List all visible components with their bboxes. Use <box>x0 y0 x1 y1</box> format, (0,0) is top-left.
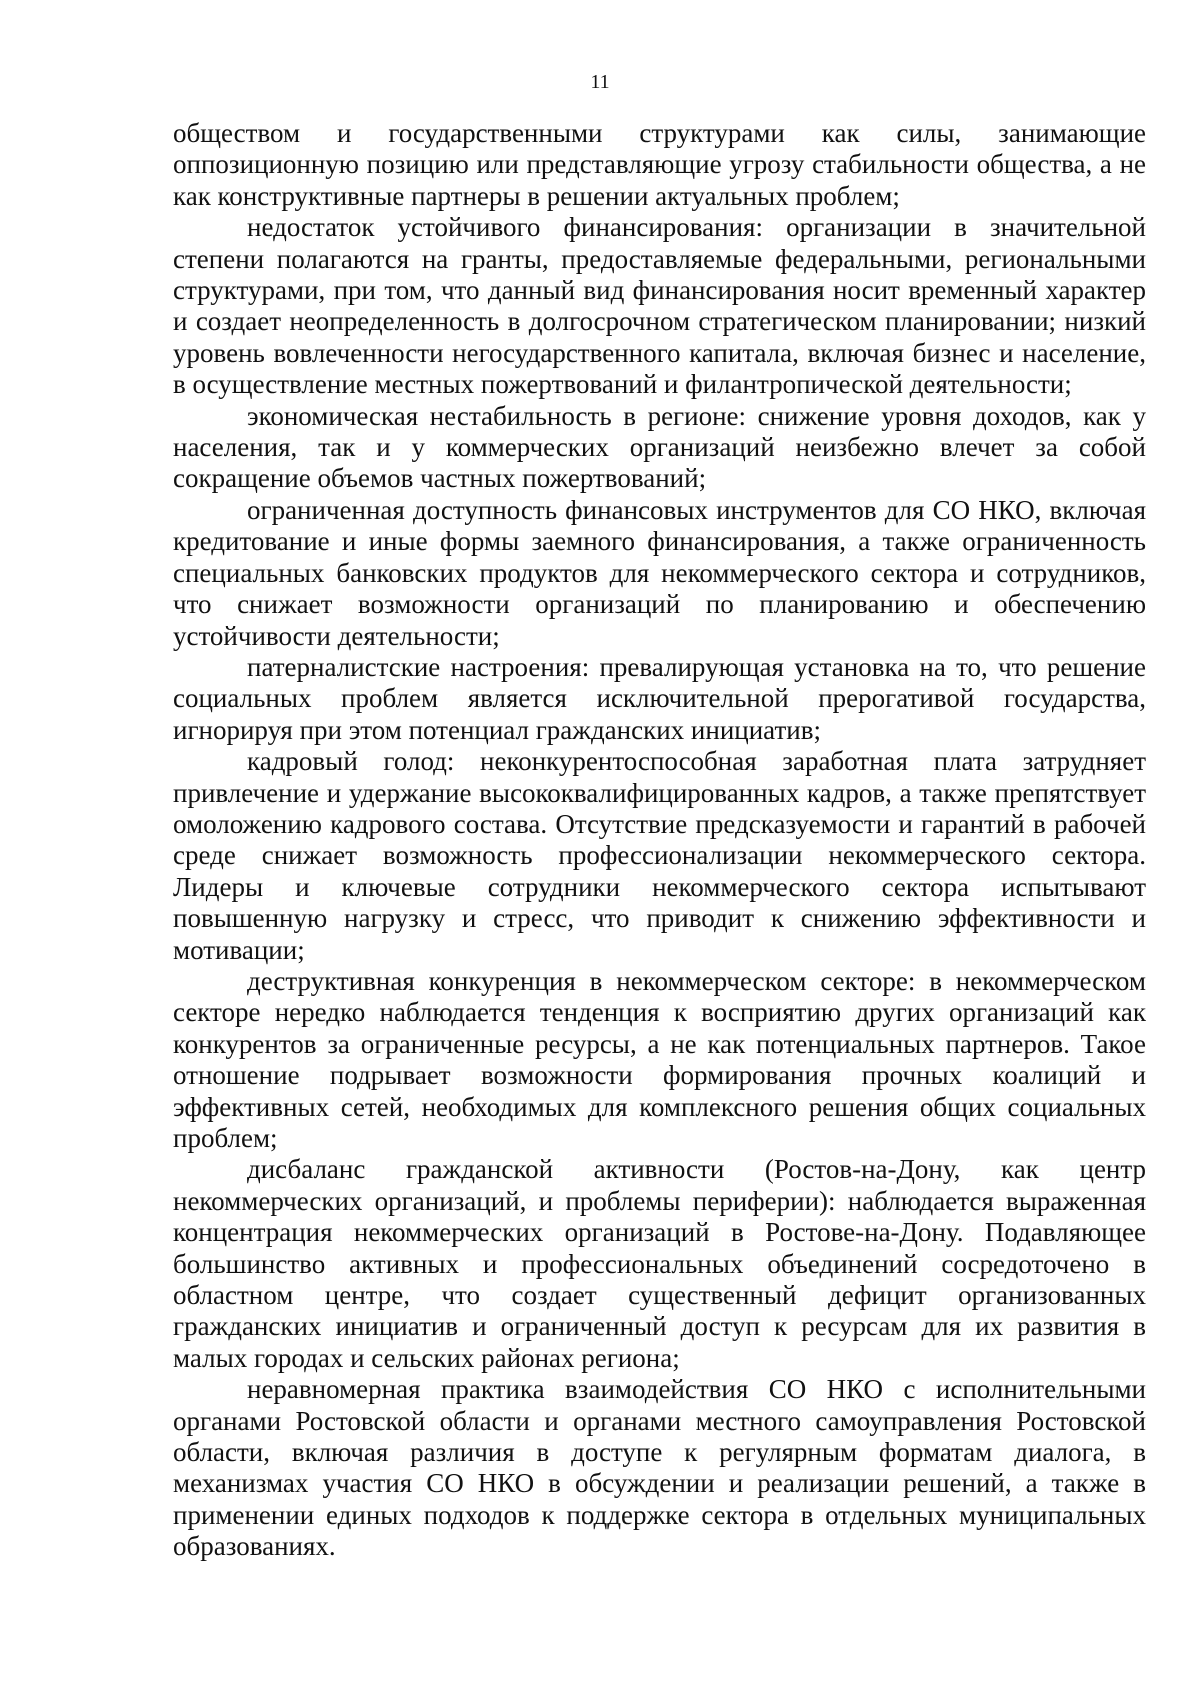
paragraph-staff-shortage: кадровый голод: неконкурентоспособная заработная плата затрудняет привлечение и удержание высококвалифицированных кадров, а также препятствует омоложению кадрового состава. Отсутствие предсказуемости и гарантий в рабочей среде снижает возможность профессионализации некоммерческого сектора. Лидеры и ключевые сотрудники некоммерческого сектора испытывают повышенную нагрузку и стресс, что приводит к снижению эффективности и мотивации; <box>173 746 1146 965</box>
paragraph-civic-imbalance: дисбаланс гражданской активности (Ростов-на-Дону, как центр некоммерческих организаций, и проблемы периферии): наблюдается выраженная концентрация некоммерческих организаций в Ростове-на-Дону. Подавляющее большинство активных и профессиональных объединений сосредоточено в областном центре, что создает существенный дефицит организованных гражданских инициатив и ограниченный доступ к ресурсам для их развития в малых городах и сельских районах региона; <box>173 1154 1146 1373</box>
paragraph-funding: недостаток устойчивого финансирования: организации в значительной степени полагаются на гранты, предоставляемые федеральными, региональными структурами, при том, что данный вид финансирования носит временный характер и создает неопределенность в долгосрочном стратегическом планировании; низкий уровень вовлеченности негосударственного капитала, включая бизнес и население, в осуществление местных пожертвований и филантропической деятельности; <box>173 212 1146 400</box>
paragraph-paternalism: патерналистские настроения: превалирующая установка на то, что решение социальных проблем является исключительной прерогативой государства, игнорируя при этом потенциал гражданских инициатив; <box>173 651 1146 745</box>
paragraph-destructive-competition: деструктивная конкуренция в некоммерческом секторе: в некоммерческом секторе нередко наблюдается тенденция к восприятию других организаций как конкурентов за ограниченные ресурсы, а не как потенциальных партнеров. Такое отношение подрывает возможности формирования прочных коалиций и эффективных сетей, необходимых для комплексного решения общих социальных проблем; <box>173 965 1146 1153</box>
page-number: 11 <box>590 71 610 93</box>
paragraph-uneven-interaction: неравномерная практика взаимодействия СО НКО с исполнительными органами Ростовской области и органами местного самоуправления Ростовской области, включая различия в доступе к регулярным форматам диалога, в механизмах участия СО НКО в обсуждении и реализации решений, а также в применении единых подходов к поддержке сектора в отдельных муниципальных образованиях. <box>173 1374 1146 1562</box>
body-text <box>173 118 1146 1563</box>
paragraph-continuation: обществом и государственными структурами как силы, занимающие оппозиционную позицию или представляющие угрозу стабильности общества, а не как конструктивные партнеры в решении актуальных проблем; <box>173 118 1146 211</box>
paragraph-economic-instability: экономическая нестабильность в регионе: снижение уровня доходов, как у населения, так и у коммерческих организаций неизбежно влечет за собой сокращение объемов частных пожертвований; <box>173 400 1146 494</box>
paragraph-financial-instruments: ограниченная доступность финансовых инструментов для СО НКО, включая кредитование и иные формы заемного финансирования, а также ограниченность специальных банковских продуктов для некоммерческого сектора и сотрудников, что снижает возможности организаций по планированию и обеспечению устойчивости деятельности; <box>173 494 1146 651</box>
